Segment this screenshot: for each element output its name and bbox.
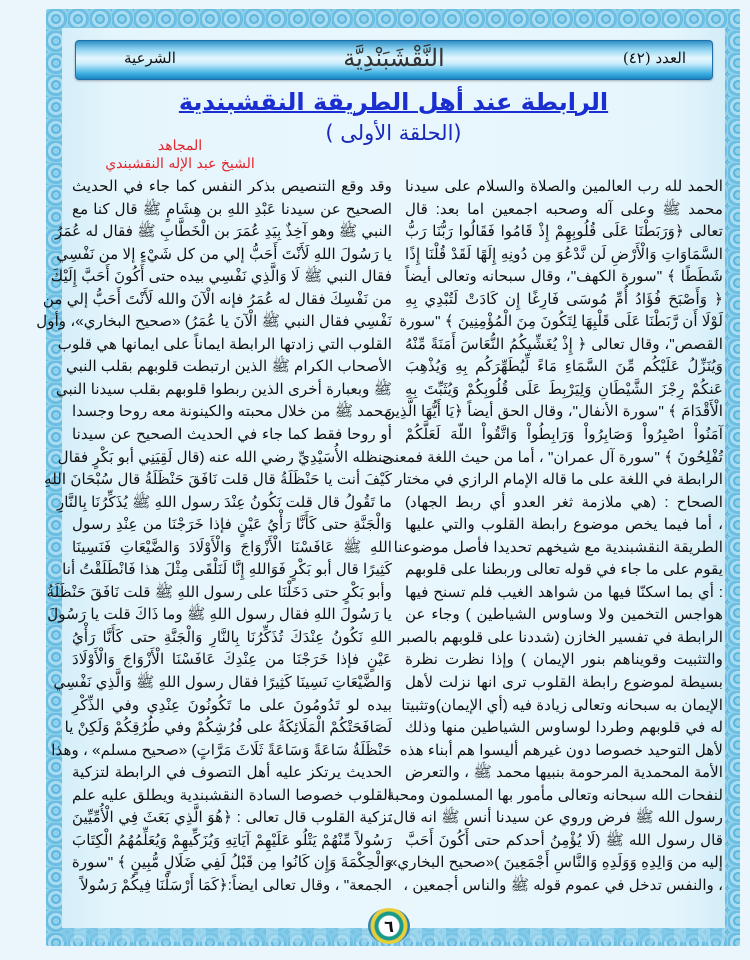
article-title: الرابطة عند أهل الطريقة النقشبندية — [178, 88, 609, 116]
text-line: القصص"، وقال تعالى ﴿ إِذْ يُغَشِّيكُمُ النُّعَاسَ أَمَنَةً مِّنْهُ — [405, 335, 723, 353]
text-line: : أي بما اسكنّا فيها من شواهد الغيب فلم تسنح فيها — [405, 583, 723, 601]
text-line: وَيُنَزِّلُ عَلَيْكُم مِّنَ السَّمَاءِ مَاءً لِّيُطَهِّرَكُم بِهِ وَيُذْهِبَ — [405, 358, 723, 376]
text-line: وَالضَّيْعَاتِ نَسِينَا كَثِيرًا فقال رسول اللهِ ﷺ وَالَّذِي نَفْسِي — [53, 674, 392, 692]
text-line: الأصحاب الكرام ﷺ الذين ارتبطت قلوبهم بقلب النبي — [66, 358, 392, 376]
text-line: وأبو بَكْرٍ حتى دَخَلْنَا على رسول اللهِ ﷺ قلت نَافَقَ حَنْظَلَةُ — [46, 583, 392, 601]
author-title: المجاهد — [157, 138, 203, 154]
text-line: ، والنفس تدخل في عموم قوله ﷺ والناس أجمعين ، — [403, 876, 723, 894]
text-line: الإيمان به سبحانه وتعالى زيادة فيه (أي الإيمان)وتثبيتا — [401, 696, 723, 714]
text-line: من نَفْسِكَ فقال له عُمَرُ فإنه الْآنَ والله لَأَنْتَ أَحَبُّ إلي من — [42, 290, 392, 308]
text-line: عَنكُمْ رِجْزَ الشَّيْطَانِ وَلِيَرْبِطَ عَلَى قُلُوبِكُمْ وَيُثَبِّتَ بِهِ — [405, 380, 723, 398]
text-line: اللهِ نَكُونُ عِنْدَكَ تُذَكِّرُنَا بِالنَّارِ وَالْجَنَّةِ حتى كَأَنَّا رَأْيُ — [72, 628, 392, 646]
text-line: الْأَقْدَامَ ﴾ "سورة الأنفال"، وقال الحق أيضاً ﴿يَا أَيُّهَا الَّذِينَ — [384, 403, 723, 421]
text-line: آمَنُواْ اصْبِرُواْ وَصَابِرُواْ وَرَابِطُواْ وَاتَّقُواْ اللّهَ لَعَلَّكُمْ — [405, 426, 723, 444]
text-line: الرابطة في اللغة على ما قاله الإمام الرازي في مختار — [395, 471, 723, 489]
left-text-column — [36, 176, 392, 898]
text-line: عَيْنٍ فإذا خَرَجْنَا من عِنْدِكَ عَافَسْنَا الْأَزْوَاجَ وَالْأَوْلَادَ — [72, 651, 392, 669]
text-line: لنفحات الله سبحانه وتعالى مأمور بها المسلمون ومحبة — [386, 786, 723, 804]
text-line: القلوب التي زادتها الرابطة ايماناً على ايمانها هي قلوب — [57, 335, 392, 353]
text-line: الجمعة" ، وقال تعالى ايضاً:﴿كَمَا أَرْسَلْنَا فِيكُمْ رَسُولاً — [80, 876, 392, 894]
text-line: شَطَطًا ﴾ "سورة الكهف"، وقال سبحانه وتعالى أيضاً — [405, 268, 723, 286]
right-text-column — [382, 176, 723, 898]
text-line: الحمد لله رب العالمين والصلاة والسلام على سيدنا — [405, 178, 723, 195]
article-subtitle: (الحلقة الأولى ) — [325, 121, 462, 145]
text-line: فقال النبي ﷺ لَا وَالَّذِي نَفْسِي بيده حتى أَكُونَ أَحَبَّ إِلَيْكَ — [50, 268, 392, 286]
text-line: يا رَسُولَ اللهِ لَأَنْتَ أَحَبُّ إلي من كل شَيْءٍ إلا من نَفْسِي — [56, 245, 392, 263]
text-line: الحديث يرتكز عليه أهل التصوف في الرابطة لتزكية — [72, 764, 392, 782]
text-line: محمد ﷺ وعلى آله وصحبه اجمعين اما بعد: قال — [405, 200, 723, 218]
text-line: اللهِ ﷺ عَافَسْنَا الْأَزْوَاجَ وَالْأَوْلَادَ وَالضَّيْعَاتِ فَنَسِينَا — [72, 538, 392, 556]
magazine-name: النَّقْشَبَنْدِيَّة — [343, 44, 445, 72]
text-line: قال رسول الله ﷺ (لَا يُؤْمِنُ أحدكم حتى أَكُونَ أَحَبَّ — [405, 831, 723, 849]
text-line: النبي ﷺ وهو آخِذٌ بِيَدِ عُمَرَ بن الْخَطَّابِ ﷺ فقال له عُمَرُ — [55, 223, 392, 241]
issue-number: العدد (٤٢) — [622, 49, 686, 67]
author-name: الشيخ عبد الإله النقشبندي — [105, 156, 255, 172]
text-line: ﴿ وَأَصْبَحَ فُؤَادُ أُمِّ مُوسَى فَارِغًا إِن كَادَتْ لَتُبْدِي بِهِ — [405, 290, 723, 308]
text-line: بسيطة لموضوع رابطة القلوب ترى انها نزلت لأهل — [405, 674, 723, 692]
text-line: كَثِيرًا قال أبو بَكْرٍ فَوَاللهِ إِنَّا لَنَلْقَى مِثْلَ هذا فَانْطَلَقْتُ أنا — [62, 561, 392, 579]
text-line: يقوم على ما جاء في قوله تعالى وربطنا على قلوبهم — [405, 561, 723, 579]
text-line: رسول الله ﷺ فرض وروي عن سيدنا أنس ﷺ انه قال: — [388, 809, 723, 827]
text-line: لَوْلَا أَن رَّبَطْنَا عَلَى قَلْبِهَا لِتَكُونَ مِنَ الْمُؤْمِنِينَ ﴾ "سورة — [399, 313, 723, 331]
text-line: الأمة المحمدية المرحومة بنبيها محمد ﷺ ، والتعرض — [405, 764, 723, 782]
text-line: حنظله الأُسَيْدِيِّ رضي الله عنه (قال لَقِيَنِي أبو بَكْرٍ فقال — [57, 448, 392, 466]
text-line: والتثبيت وقويناهم بنور الإيمان ) وإذا نظرت نظرة — [405, 651, 723, 669]
text-line: له في قلوبهم وطردا لوساوس الشياطين منها وذلك — [405, 719, 723, 737]
text-line: إليه من وَالِدِهِ وَوَلَدِهِ وَالنَّاسِ أَجْمَعِينَ )«صحيح البخاري» — [388, 854, 723, 872]
text-line: تعالى ﴿وَرَبَطْنَا عَلَى قُلُوبِهِمْ إِذْ قَامُوا فَقَالُوا رَبُّنَا رَبُّ — [405, 223, 723, 241]
text-line: هواجس التخمين ولا وساوس الشياطين ) وجاء عن — [405, 606, 723, 624]
text-line: كَيْفَ أنت يا حَنْظَلَةُ قال قلت نَافَقَ حَنْظَلَةُ قال سُبْحَانَ اللهِ — [44, 471, 392, 489]
text-line: الصحاح : (هي ملازمة ثغر العدو أي ربط الجهاد) — [405, 493, 723, 511]
text-line: بيده لو تَدُومُونَ على ما تَكُونُونَ عِنْدِي وفي الذِّكْرِ — [72, 696, 392, 714]
text-line: ﷺ وبعبارة أخرى الذين ربطوا قلوبهم بقلب سيدنا النبي — [55, 380, 392, 398]
text-line: الصحيح عن سيدنا عَبْدِ اللهِ بن هِشَامٍ ﷺ قال كنا مع — [72, 200, 392, 218]
magazine-header-bar — [75, 40, 713, 80]
text-line: ، أما فيما يخص موضوع رابطة القلوب والتي عليها — [405, 516, 723, 534]
text-line: وَالْجَنَّةِ حتى كَأَنَّا رَأْيُ عَيْنٍ فإذا خَرَجْنَا من عِنْدِ رسول — [72, 516, 392, 534]
text-line: تزكية القلوب قال تعالى : ﴿هُوَ الَّذِي بَعَثَ فِي الْأُمِّيِّينَ — [72, 809, 392, 827]
text-line: وقد وقع التنصيص بذكر النفس كما جاء في الحديث — [72, 178, 392, 195]
text-line: الطريقة النقشبندية مع شيخهم تحديدا فأصل موضوعنا — [393, 538, 723, 556]
text-line: رَسُولاً مِّنْهُمْ يَتْلُو عَلَيْهِمْ آيَاتِهِ وَيُزَكِّيهِمْ وَيُعَلِّمُهُمُ الْكِتَابَ — [72, 831, 392, 849]
text-line: وَالْحِكْمَةَ وَإِن كَانُوا مِن قَبْلُ لَفِي ضَلَالٍ مُّبِينٍ ﴾ "سورة — [71, 854, 392, 872]
text-line: أو روحا فقط كما جاء في الحديث الصحيح عن سيدنا — [72, 426, 392, 444]
text-line: السَّمَاوَاتِ وَالْأَرْضِ لَن نَّدْعُوَ مِن دُونِهِ إِلَهًا لَقَدْ قُلْنَا إِذًا — [405, 245, 723, 263]
text-line: تُفْلِحُونَ ﴾ "سورة آل عمران" ، أما من حيث اللغة فمعنى — [382, 448, 723, 466]
text-line: لَصَافَحَتْكُمْ الْمَلَائِكَةُ على فُرُشِكُمْ وفي طُرُقِكُمْ وَلَكِنْ يا — [64, 719, 392, 737]
text-line: حَنْظَلَةُ سَاعَةً وَسَاعَةً ثَلَاثَ مَرَّاتٍ) «صحيح مسلم» ، وهذا — [51, 741, 392, 759]
page-number: ٦ — [384, 916, 394, 936]
text-line: القلوب خصوصا السادة النقشبندية ويطلق عليه علم — [72, 786, 392, 804]
text-line: محمد ﷺ من خلال محبته والكينونة معه روحا وجسدا — [72, 403, 392, 421]
text-line: لأهل التوحيد خصوصا دون غيرهم أليسوا هم أبناء هذه — [399, 741, 723, 759]
page-number-badge — [368, 908, 410, 944]
text-line: ما تَقُولُ قال قلت نَكُونُ عِنْدَ رسول اللهِ ﷺ يُذَكِّرُنَا بِالنَّارِ — [56, 493, 392, 511]
section-label: الشرعية — [124, 49, 176, 67]
text-line: الرابطة في تفسير الخازن (شددنا على قلوبهم بالصبر — [397, 628, 723, 646]
text-line: يا رَسُولَ اللهِ فقال رسول اللهِ ﷺ وما ذَاكَ قلت يا رَسُولَ — [47, 606, 392, 624]
text-line: نَفْسِي فقال النبي ﷺ الْآنَ يا عُمَرُ) «صحيح البخاري»، وأول — [36, 313, 392, 331]
